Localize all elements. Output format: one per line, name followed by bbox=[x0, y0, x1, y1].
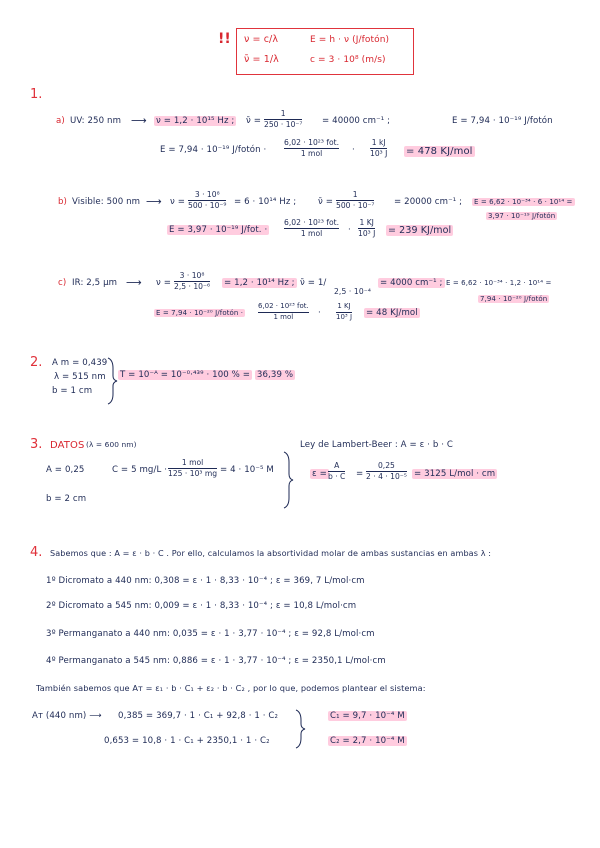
p1c-energy-line2: 7,94 · 10⁻²⁰ J/fotón bbox=[480, 295, 548, 303]
p3-absorbance: A = 0,25 bbox=[46, 465, 85, 475]
header-mark: !! bbox=[218, 31, 231, 47]
p1a-wavenumber-result: = 40000 cm⁻¹ ; bbox=[322, 116, 391, 126]
p1a-label: a) bbox=[56, 116, 65, 126]
p1c-frequency-result: = 1,2 · 10¹⁴ Hz ; bbox=[224, 278, 295, 288]
p4-result-c2: C₂ = 2,7 · 10⁻⁴ M bbox=[330, 736, 405, 746]
p1b-wavenumber-lhs: ν̄ = bbox=[318, 197, 334, 207]
problem-4-number: 4. bbox=[30, 545, 43, 560]
p4-brace bbox=[296, 710, 305, 748]
p2-wavelength: λ = 515 nm bbox=[54, 372, 106, 382]
p3-concentration-lhs: C = 5 mg/L · bbox=[112, 465, 168, 475]
p1c-result: = 48 KJ/mol bbox=[366, 308, 418, 318]
p1b-wavenumber-result: = 20000 cm⁻¹ ; bbox=[394, 197, 463, 207]
p1a-energy-conversion: E = 7,94 · 10⁻¹⁹ J/fotón · bbox=[160, 145, 267, 155]
p3-equals: = bbox=[356, 469, 364, 479]
p1a-dot: · bbox=[352, 145, 355, 155]
p1c-energy-line1: E = 6,62 · 10⁻³⁴ · 1,2 · 10¹⁴ = bbox=[446, 279, 552, 287]
p2-absorbance: A m = 0,439 bbox=[52, 358, 108, 368]
p1b-label: b) bbox=[58, 197, 68, 207]
p1c-label: c) bbox=[58, 278, 67, 288]
p3-wavelength: (λ = 600 nm) bbox=[86, 440, 137, 449]
p1b-frequency-result: = 6 · 10¹⁴ Hz ; bbox=[234, 197, 297, 207]
p1b-condition: Visible: 500 nm bbox=[72, 197, 141, 207]
p4-line-2: 2º Dicromato a 545 nm: 0,009 = ε · 1 · 8,33 · 10⁻⁴ ; ε = 10,8 L/mol·cm bbox=[46, 601, 357, 611]
p4-system-label: Aт (440 nm) ⟶ bbox=[32, 711, 102, 721]
problem-1-number: 1. bbox=[30, 87, 43, 102]
p3-lambert-beer: Ley de Lambert-Beer : A = ε · b · C bbox=[300, 440, 453, 450]
problem-3-number: 3. bbox=[30, 437, 43, 452]
p4-intro: Sabemos que : A = ε · b · C . Por ello, calculamos la absortividad molar de ambas sustancias en ambas λ : bbox=[50, 548, 492, 558]
p1a-avogadro-fraction: 6,02 · 10²³ fot. 1 mol bbox=[284, 138, 340, 159]
p3-concentration-result: = 4 · 10⁻⁵ M bbox=[220, 465, 274, 475]
p1c-arrow: ⟶ bbox=[126, 276, 142, 289]
p3-title: DATOS bbox=[50, 440, 85, 451]
p1c-kj-fraction: 1 KJ 10³ J bbox=[336, 302, 353, 321]
p2-brace bbox=[108, 358, 117, 404]
p2-transmittance: T = 10⁻ᴬ = 10⁻⁰·⁴³⁹ · 100 % = 36,39 % bbox=[120, 370, 294, 380]
p1c-wavenumber-result: = 4000 cm⁻¹ ; bbox=[380, 278, 443, 288]
p3-brace bbox=[284, 452, 293, 508]
p1c-condition: IR: 2,5 μm bbox=[72, 278, 118, 288]
p1b-energy-line1: E = 6,62 · 10⁻³⁴ · 6 · 10¹⁴ = bbox=[474, 198, 573, 206]
formula-wavenumber: ν̄ = 1/λ bbox=[244, 54, 279, 65]
formula-energy: E = h · ν (J/fotón) bbox=[310, 35, 390, 45]
p3-path-length: b = 2 cm bbox=[46, 494, 87, 504]
problem-2-number: 2. bbox=[30, 355, 43, 370]
p2-path-length: b = 1 cm bbox=[52, 386, 93, 396]
p3-molar-fraction: 1 mol 125 · 10³ mg bbox=[168, 458, 218, 479]
p1c-wavenumber-den: 2,5 · 10⁻⁴ bbox=[334, 287, 372, 296]
p1c-wavenumber-lhs: ν̄ = 1/ bbox=[300, 278, 327, 288]
p3-epsilon-fraction: A b · C bbox=[328, 461, 346, 482]
p4-line-1: 1º Dicromato a 440 nm: 0,308 = ε · 1 · 8,33 · 10⁻⁴ ; ε = 369, 7 L/mol·cm bbox=[46, 576, 365, 586]
p4-equation-2: 0,653 = 10,8 · 1 · C₁ + 2350,1 · 1 · C₂ bbox=[104, 736, 270, 746]
p1b-arrow: ⟶ bbox=[146, 195, 162, 208]
p1b-wavenumber-fraction: 1 500 · 10⁻⁷ bbox=[336, 190, 375, 211]
p1a-kj-fraction: 1 kJ 10³ J bbox=[370, 138, 388, 159]
p4-line-4: 4º Permanganato a 545 nm: 0,886 = ε · 1 · 3,77 · 10⁻⁴ ; ε = 2350,1 L/mol·cm bbox=[46, 656, 386, 666]
p1b-energy-conversion: E = 3,97 · 10⁻¹⁹ J/fot. · bbox=[169, 225, 268, 235]
p1b-dot: · bbox=[348, 225, 351, 235]
p4-equation-1: 0,385 = 369,7 · 1 · C₁ + 92,8 · 1 · C₂ bbox=[118, 711, 279, 721]
p1b-frequency-lhs: ν = bbox=[170, 197, 186, 207]
p1a-wavenumber-fraction: 1 250 · 10⁻⁷ bbox=[264, 109, 303, 130]
p4-system-intro: También sabemos que Aт = ε₁ · b · C₁ + ε₂ · b · C₂ , por lo que, podemos plantear el sistema: bbox=[36, 683, 426, 693]
p3-epsilon-lhs: ε = bbox=[312, 469, 327, 479]
p1b-avogadro-fraction: 6,02 · 10²³ fot. 1 mol bbox=[284, 218, 340, 239]
p1a-arrow: ⟶ bbox=[131, 114, 147, 127]
p1a-frequency: ν = 1,2 · 10¹⁵ Hz ; bbox=[156, 116, 235, 126]
p1a-result: = 478 KJ/mol bbox=[406, 146, 473, 157]
p1c-energy-conversion: E = 7,94 · 10⁻²⁰ J/fotón · bbox=[156, 309, 244, 317]
p1b-frequency-fraction: 3 · 10⁸ 500 · 10⁻⁹ bbox=[188, 190, 227, 211]
p1c-frequency-lhs: ν = bbox=[156, 278, 172, 288]
formula-frequency: ν = c/λ bbox=[244, 34, 279, 45]
p3-epsilon-values: 0,25 2 · 4 · 10⁻⁵ bbox=[366, 461, 407, 482]
p1c-frequency-fraction: 3 · 10⁸ 2,5 · 10⁻⁶ bbox=[174, 271, 211, 292]
p1c-avogadro-fraction: 6,02 · 10²³ fot. 1 mol bbox=[258, 302, 309, 321]
p1c-dot: · bbox=[318, 308, 321, 318]
p1b-kj-fraction: 1 KJ 10³ J bbox=[358, 218, 376, 239]
formula-light-speed: c = 3 · 10⁸ (m/s) bbox=[310, 55, 386, 65]
p1a-condition: UV: 250 nm bbox=[70, 116, 122, 126]
p1a-energy: E = 7,94 · 10⁻¹⁹ J/fotón bbox=[452, 116, 553, 126]
p1b-energy-line2: 3,97 · 10⁻¹⁹ J/fotón bbox=[488, 212, 556, 220]
p1a-wavenumber-lhs: ν̄ = bbox=[246, 116, 262, 126]
p1b-result: = 239 KJ/mol bbox=[388, 225, 452, 236]
p4-result-c1: C₁ = 9,7 · 10⁻⁴ M bbox=[330, 711, 405, 721]
p3-result: = 3125 L/mol · cm bbox=[414, 469, 496, 479]
p4-line-3: 3º Permanganato a 440 nm: 0,035 = ε · 1 · 3,77 · 10⁻⁴ ; ε = 92,8 L/mol·cm bbox=[46, 629, 375, 639]
